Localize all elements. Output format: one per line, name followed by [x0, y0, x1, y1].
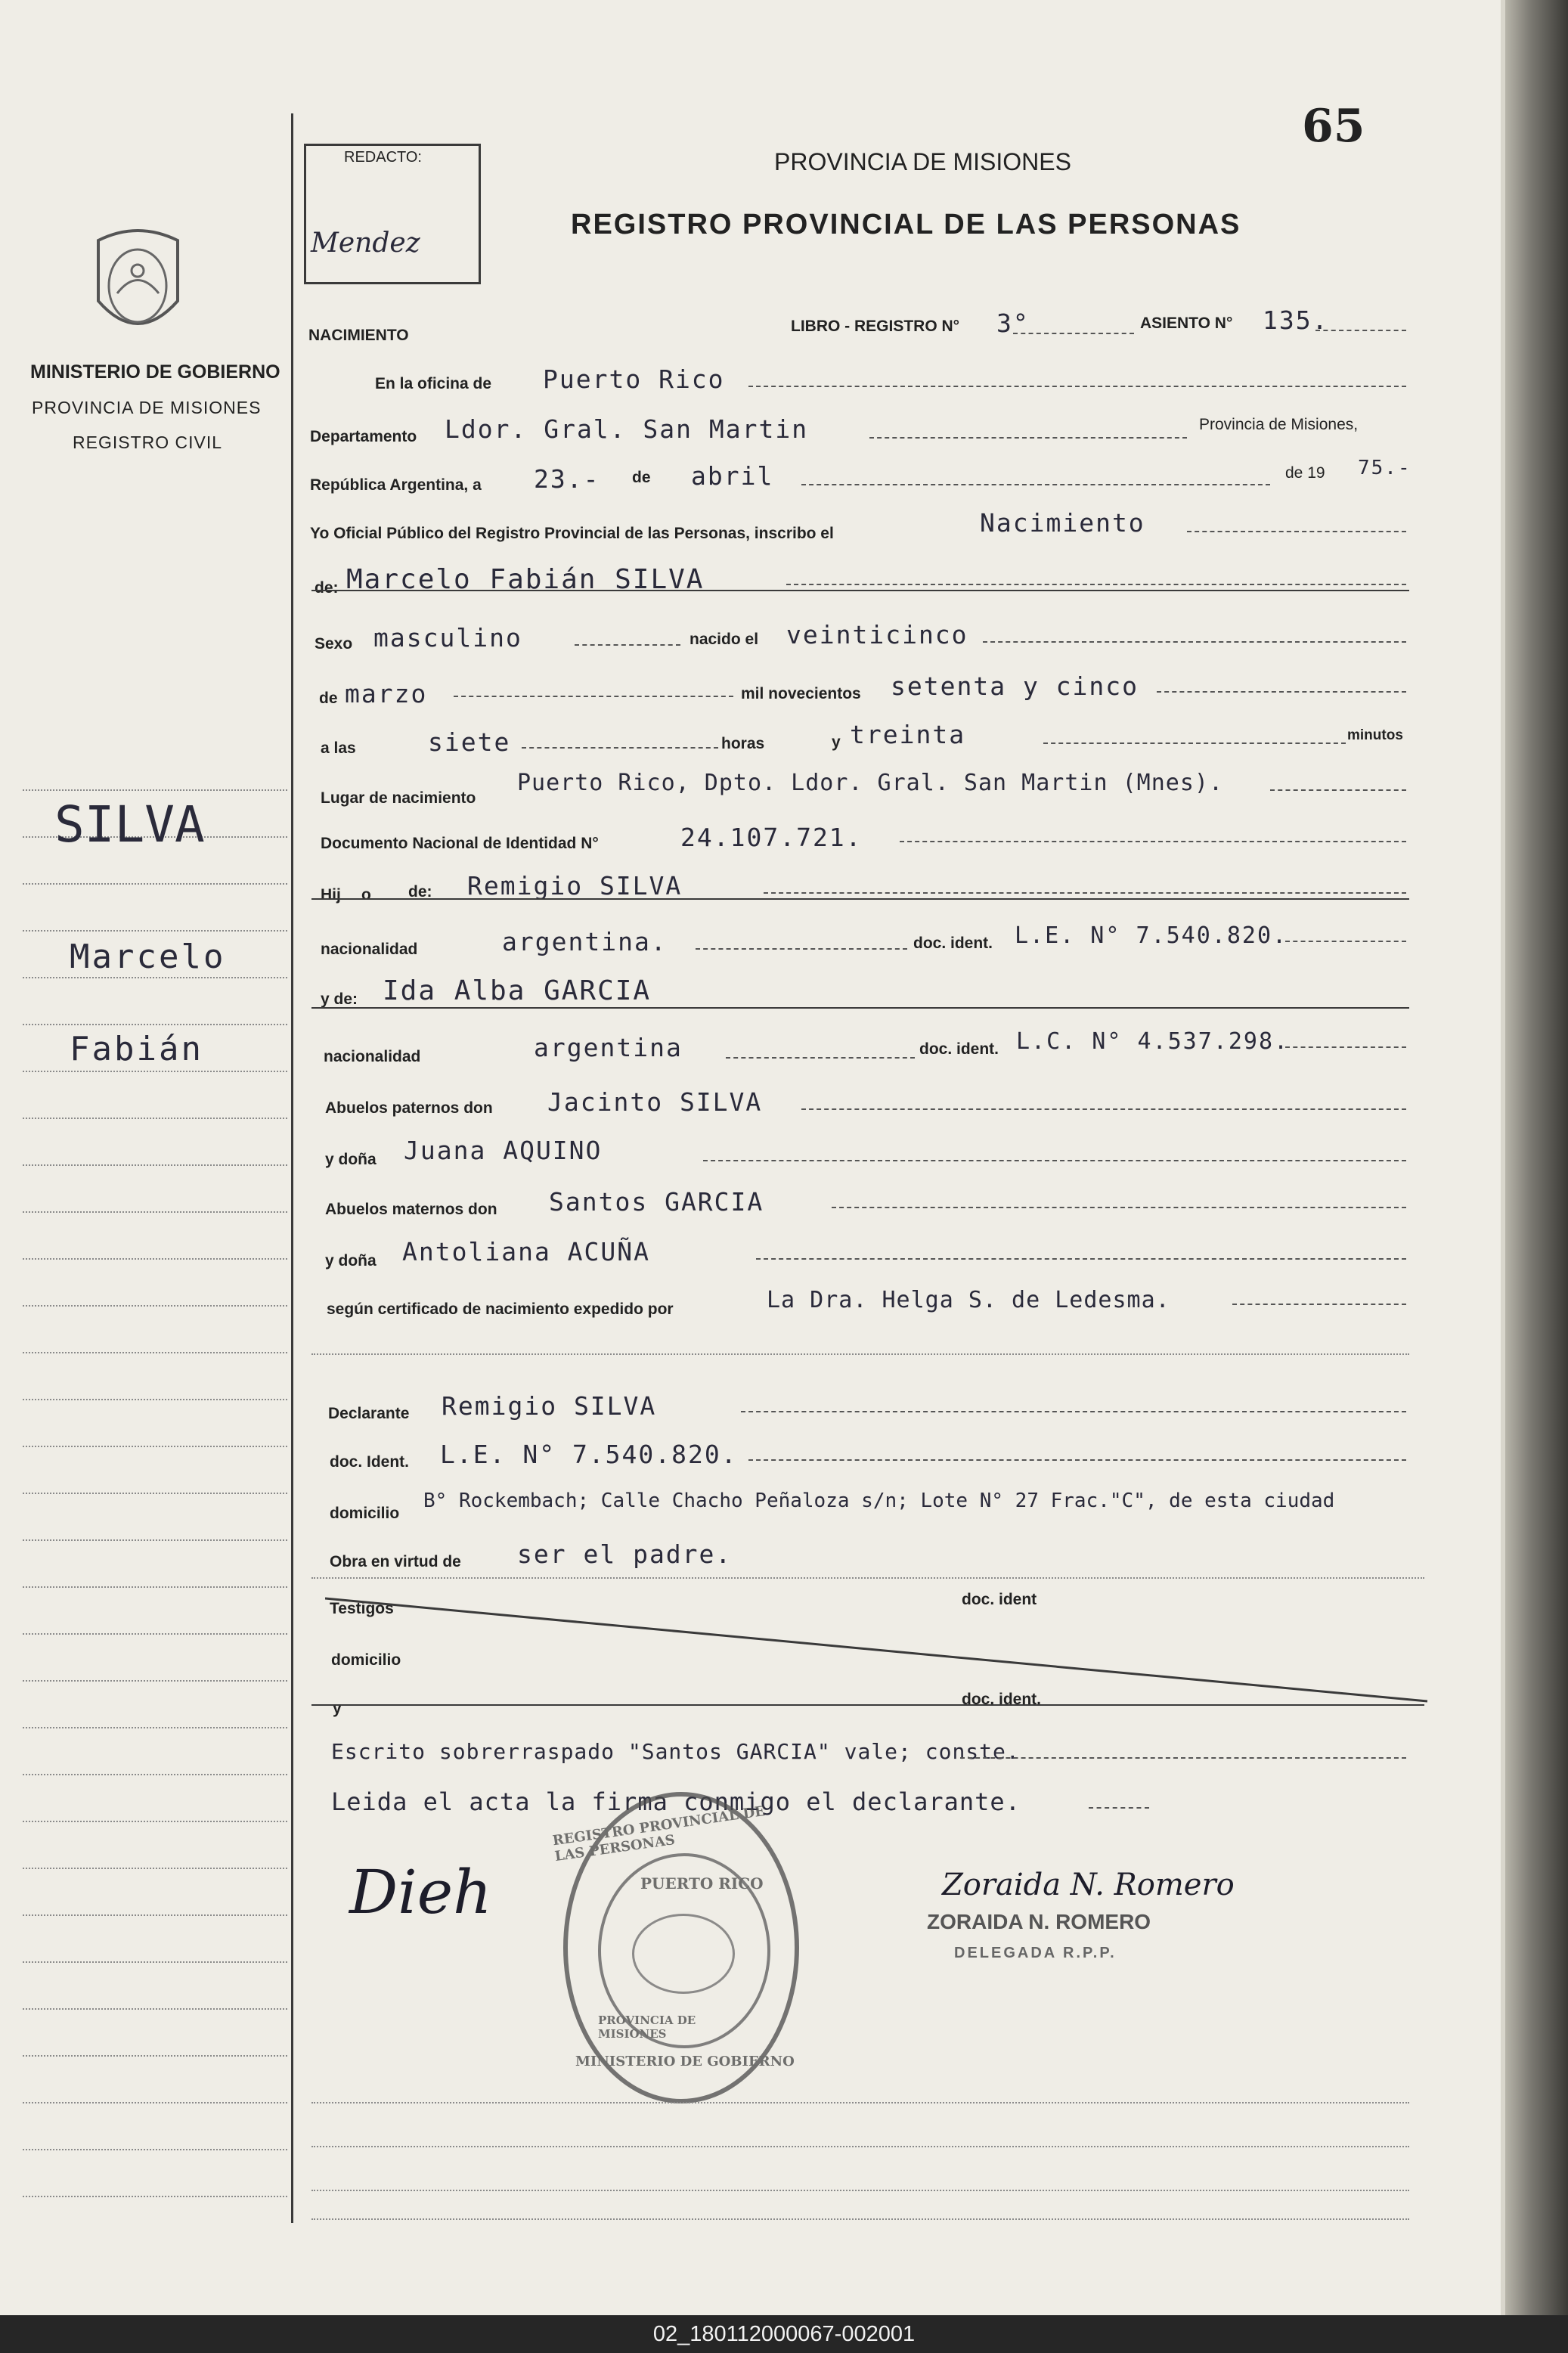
mother-value: Ida Alba GARCIA [383, 975, 652, 1006]
ab-pat-value: Jacinto SILVA [547, 1087, 763, 1117]
margin-ruled-line [23, 1961, 287, 1963]
margin-ruled-line [23, 1821, 287, 1822]
obra-label: Obra en virtud de [330, 1553, 461, 1570]
de-month-label: de [319, 690, 338, 707]
margin-divider [291, 113, 293, 2223]
a-las-label: a las [321, 739, 356, 757]
hijo-de-label: de: [408, 883, 432, 901]
departamento-label: Departamento [310, 428, 417, 445]
nac2-label: nacionalidad [324, 1048, 421, 1065]
republica-label: República Argentina, a [310, 476, 482, 494]
left-signature: Dieh [349, 1857, 492, 1927]
margin-ruled-line [23, 1868, 287, 1869]
de-label: de [632, 469, 651, 486]
margin-ruled-line [23, 1586, 287, 1588]
oficina-value: Puerto Rico [543, 364, 725, 394]
testigos-cancel-line [325, 1595, 1429, 1709]
decl-value: Remigio SILVA [442, 1391, 657, 1421]
hour-value: siete [428, 727, 511, 757]
y2-label: y [333, 1700, 342, 1717]
org-line-1: MINISTERIO DE GOBIERNO [30, 361, 280, 383]
org-line-3: REGISTRO CIVIL [73, 432, 223, 452]
decl-doc-value: L.E. N° 7.540.820. [440, 1440, 738, 1469]
margin-ruled-line [23, 789, 287, 791]
margin-ruled-line [23, 883, 287, 885]
month-value: abril [691, 461, 774, 491]
margin-ruled-line [23, 1305, 287, 1307]
margin-ruled-line [23, 1024, 287, 1025]
right-signature: Zoraida N. Romero [942, 1868, 1235, 1902]
margin-ruled-line [23, 2102, 287, 2103]
stamp-text-top: REGISTRO PROVINCIAL DE LAS PERSONAS [551, 1803, 767, 1865]
page-number: 65 [1302, 100, 1365, 153]
margin-ruled-line [23, 1352, 287, 1353]
header-registry: REGISTRO PROVINCIAL DE LAS PERSONAS [571, 209, 1241, 240]
image-footer-id: 02_180112000067-002001 [0, 2315, 1568, 2353]
mil-label: mil novecientos [741, 685, 861, 702]
name-value: Marcelo Fabián SILVA [346, 564, 705, 595]
dni-label: Documento Nacional de Identidad N° [321, 835, 599, 852]
provincia-label: Provincia de Misiones, [1199, 416, 1359, 433]
margin-ruled-line [23, 1914, 287, 1916]
ab-mat-f-value: Antoliana ACUÑA [402, 1237, 651, 1266]
asiento-value: 135. [1263, 305, 1329, 335]
sexo-value: masculino [373, 623, 522, 653]
margin-ruled-line [23, 2149, 287, 2150]
decl-doc-label: doc. Ident. [330, 1453, 409, 1471]
margin-ruled-line [23, 1164, 287, 1166]
right-signature-role: DELEGADA R.P.P. [954, 1945, 1117, 1961]
margin-ruled-line [23, 1727, 287, 1728]
margin-ruled-line [23, 1399, 287, 1400]
header-province: PROVINCIA DE MISIONES [774, 148, 1071, 175]
lugar-label: Lugar de nacimiento [321, 789, 476, 807]
margin-second-name: Fabián [70, 1030, 203, 1068]
cert-label: según certificado de nacimiento expedido por [327, 1301, 674, 1318]
ab-pat-label: Abuelos paternos don [325, 1099, 493, 1117]
lugar-value: Puerto Rico, Dpto. Ldor. Gral. San Martin (Mnes). [517, 770, 1224, 796]
doc1-value: L.E. N° 7.540.820. [1015, 922, 1288, 949]
margin-ruled-line [23, 1118, 287, 1119]
margin-ruled-line [23, 1071, 287, 1072]
margin-ruled-line [23, 2196, 287, 2197]
domicilio-label: domicilio [330, 1505, 400, 1522]
stamp-city: PUERTO RICO [640, 1874, 764, 1893]
margin-ruled-line [23, 1680, 287, 1682]
margin-ruled-line [23, 1446, 287, 1447]
right-signature-stamp: ZORAIDA N. ROMERO [927, 1910, 1151, 1933]
ab-pat-f-value: Juana AQUINO [404, 1136, 603, 1165]
y-dona2-label: y doña [325, 1252, 377, 1270]
act-type-label: NACIMIENTO [308, 327, 409, 344]
asiento-label: ASIENTO N° [1140, 315, 1233, 332]
margin-ruled-line [23, 930, 287, 932]
de-name-label: de: [315, 579, 339, 597]
domicilio2-label: domicilio [331, 1651, 401, 1669]
nacido-value: veinticinco [786, 620, 968, 649]
ab-mat-label: Abuelos maternos don [325, 1201, 497, 1218]
cert-value: La Dra. Helga S. de Ledesma. [767, 1287, 1170, 1313]
y-de-label: y de: [321, 990, 358, 1008]
day-value: 23.- [534, 464, 600, 494]
departamento-value: Ldor. Gral. San Martin [445, 414, 809, 444]
y-label: y [832, 733, 841, 751]
dni-value: 24.107.721. [680, 823, 863, 852]
stamp-seal-icon [632, 1914, 735, 1994]
doc-ident2-label: doc. ident. [962, 1691, 1041, 1708]
doc-ident-label: doc. ident [962, 1591, 1037, 1608]
horas-label: horas [721, 735, 765, 752]
stamp-text-bottom: MINISTERIO DE GOBIERNO [575, 2054, 795, 2069]
doc1-label: doc. ident. [913, 935, 993, 952]
testigos-label: Testigos [330, 1600, 394, 1617]
oficial-label: Yo Oficial Público del Registro Provincial de las Personas, inscribo el [310, 525, 834, 542]
year-label: de 19 [1285, 464, 1325, 482]
libro-value: 3° [996, 308, 1030, 338]
margin-surname: SILVA [54, 795, 205, 854]
margin-ruled-line [23, 1211, 287, 1213]
year-words-value: setenta y cinco [891, 671, 1139, 701]
note-1: Escrito sobrerraspado "Santos GARCIA" vale; conste. [331, 1739, 1020, 1764]
margin-ruled-line [23, 1258, 287, 1260]
redacto-signature: Mendez [311, 228, 420, 259]
org-line-2: PROVINCIA DE MISIONES [32, 398, 262, 417]
nac1-label: nacionalidad [321, 941, 418, 958]
nacido-label: nacido el [689, 631, 759, 648]
margin-ruled-line [23, 1493, 287, 1494]
margin-first-name: Marcelo [70, 938, 226, 976]
margin-ruled-line [23, 1774, 287, 1775]
note-2: Leida el acta la firma conmigo el declarante. [331, 1787, 1021, 1816]
stamp-prov: PROVINCIA DE MISIONES [598, 2014, 696, 2041]
obra-value: ser el padre. [517, 1539, 733, 1569]
domicilio-value: B° Rockembach; Calle Chacho Peñaloza s/n; Lote N° 27 Frac."C", de esta ciudad [423, 1490, 1335, 1512]
margin-ruled-line [23, 1633, 287, 1635]
official-stamp [551, 1792, 799, 2103]
ab-mat-value: Santos GARCIA [549, 1187, 764, 1217]
doc2-value: L.C. N° 4.537.298. [1016, 1028, 1290, 1055]
decl-label: Declarante [328, 1405, 410, 1422]
nac1-value: argentina. [502, 927, 668, 956]
libro-label: LIBRO - REGISTRO N° [791, 318, 960, 335]
margin-ruled-line [23, 2055, 287, 2057]
margin-ruled-line [23, 1539, 287, 1541]
sexo-label: Sexo [315, 635, 353, 653]
redacto-box [304, 144, 481, 284]
nac2-value: argentina [534, 1033, 683, 1062]
oficial-value: Nacimiento [980, 508, 1145, 538]
coat-of-arms-icon [83, 225, 193, 350]
oficina-label: En la oficina de [375, 375, 492, 392]
birth-month-value: marzo [345, 679, 428, 708]
doc2-label: doc. ident. [919, 1040, 999, 1058]
hijo-suffix: o [361, 886, 371, 904]
redacto-label: REDACTO: [344, 149, 422, 166]
y-dona1-label: y doña [325, 1151, 377, 1168]
margin-ruled-line [23, 2008, 287, 2010]
min-value: treinta [850, 720, 966, 749]
year-value: 75.- [1358, 457, 1412, 479]
hijo-label: Hij [321, 886, 341, 904]
book-binding-edge [1505, 0, 1568, 2315]
father-value: Remigio SILVA [467, 871, 683, 901]
minutos-label: minutos [1347, 727, 1403, 743]
margin-ruled-line [23, 977, 287, 978]
